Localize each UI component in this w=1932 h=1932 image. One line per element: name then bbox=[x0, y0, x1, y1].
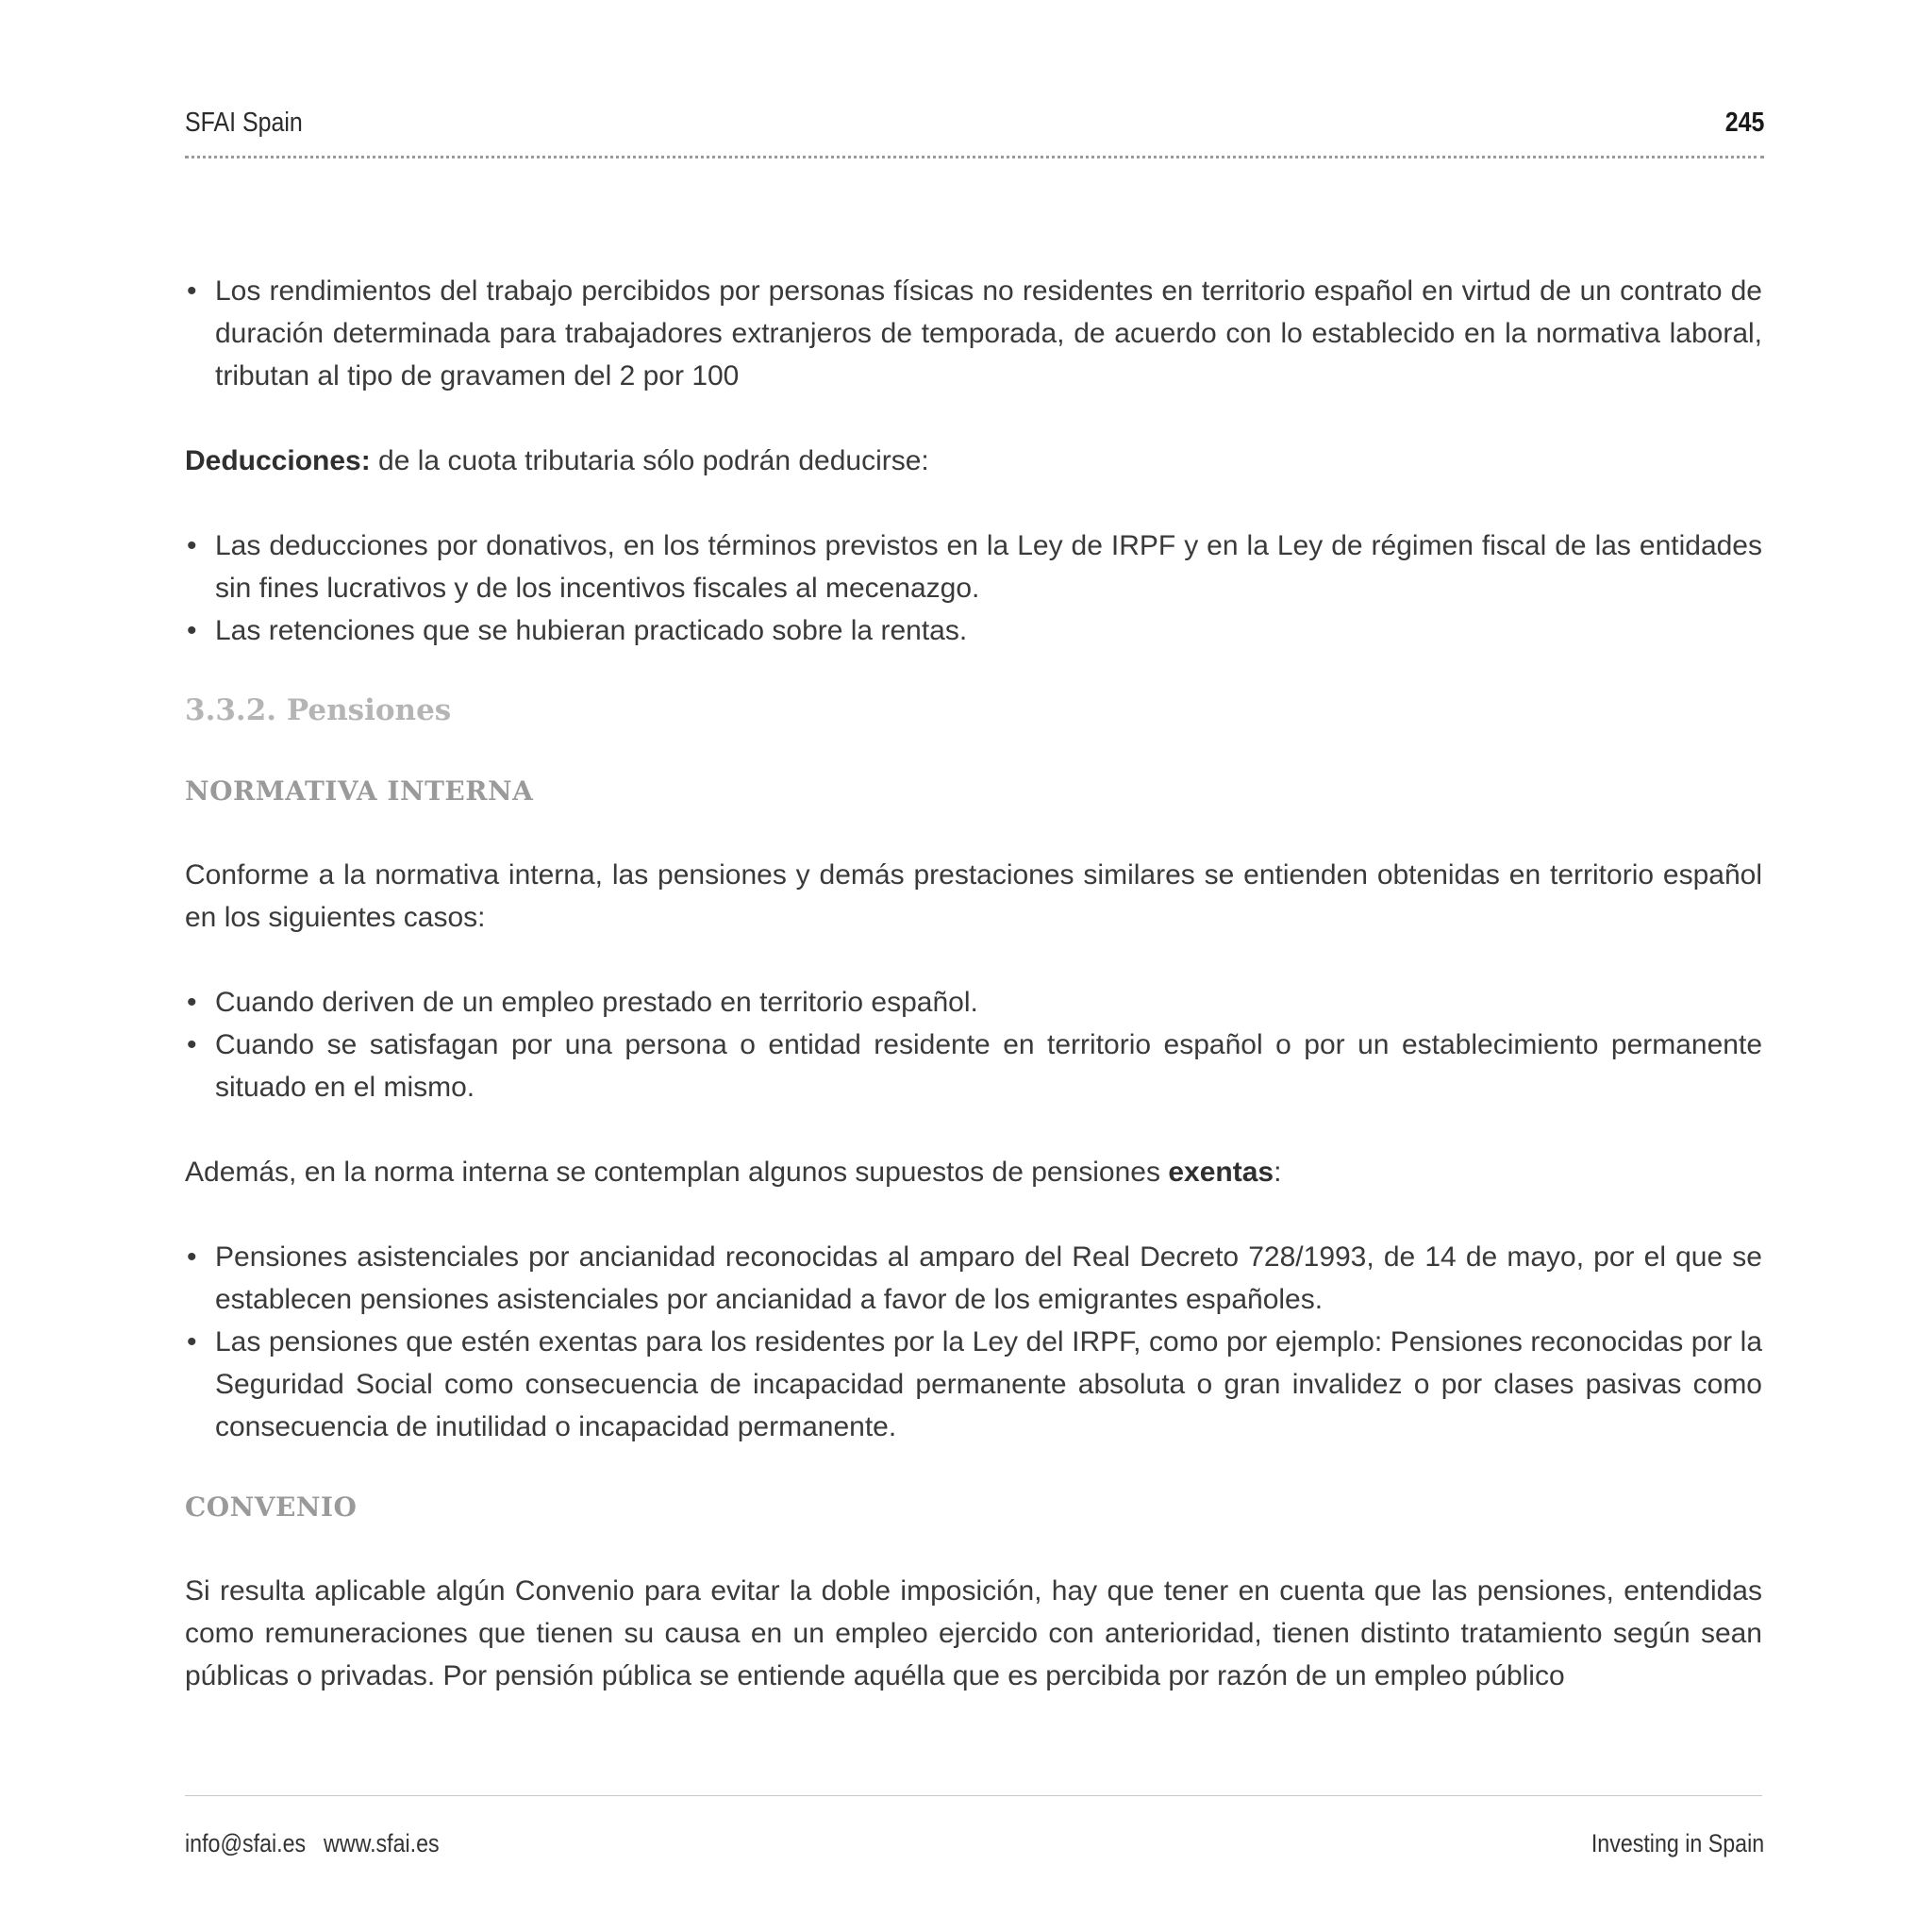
list-item-text: Cuando deriven de un empleo prestado en territorio español. bbox=[215, 987, 978, 1018]
list-item-text: Las pensiones que estén exentas para los residentes por la Ley del IRPF, como por ejemplo: Pensiones reconocidas por la Seguridad Social como consecuencia de incapacidad permanente absoluta o gran invalidez o por clases pasivas como consecuencia de inutilidad o incapacidad permanente. bbox=[215, 1326, 1762, 1442]
footer-website: www.sfai.es bbox=[324, 1829, 440, 1857]
bullet-list-trabajo bbox=[185, 270, 1762, 397]
list-item-text: Cuando se satisfagan por una persona o entidad residente en territorio español o por un establecimiento permanente situado en el mismo. bbox=[215, 1029, 1762, 1103]
deducciones-label: Deducciones: bbox=[185, 445, 371, 476]
subheading-convenio: CONVENIO bbox=[185, 1491, 358, 1523]
page-content bbox=[185, 270, 1762, 1697]
bullet-icon: • bbox=[187, 615, 197, 646]
deducciones-text: de la cuota tributaria sólo podrán deducirse: bbox=[370, 445, 929, 476]
footer-divider bbox=[185, 1795, 1762, 1796]
bullet-list-casos bbox=[185, 981, 1762, 1108]
exentas-bold: exentas bbox=[1168, 1157, 1274, 1188]
list-item bbox=[185, 270, 1762, 397]
bullet-icon: • bbox=[187, 1029, 197, 1060]
bullet-icon: • bbox=[187, 275, 197, 307]
exentas-end: : bbox=[1274, 1157, 1282, 1188]
page-number: 245 bbox=[1724, 108, 1764, 138]
bullet-icon: • bbox=[187, 1326, 197, 1357]
list-item-text: Los rendimientos del trabajo percibidos por personas físicas no residentes en territorio español en virtud de un contrato de duración determinada para trabajadores extranjeros de temporada, de acuerdo con lo establecido en la normativa laboral, tributan al tipo de gravamen del 2 por 100 bbox=[215, 275, 1762, 391]
bullet-list-exentas bbox=[185, 1236, 1762, 1448]
list-item bbox=[185, 525, 1762, 609]
header-divider bbox=[185, 156, 1764, 158]
list-item bbox=[185, 1236, 1762, 1321]
bullet-icon: • bbox=[187, 530, 197, 561]
convenio-paragraph: Si resulta aplicable algún Convenio para evitar la doble imposición, hay que tener en cuenta que las pensiones, entendidas como remuneraciones que tienen su causa en un empleo ejercido con anterioridad, tienen distinto tratamiento según sean públicas o privadas. Por pensión pública se entiende aquélla que es percibida por razón de un empleo público bbox=[185, 1575, 1762, 1691]
list-item bbox=[185, 981, 1762, 1024]
footer-contact bbox=[185, 1829, 440, 1858]
list-item bbox=[185, 1321, 1762, 1448]
footer-publication: Investing in Spain bbox=[1591, 1829, 1764, 1857]
bullet-icon: • bbox=[187, 987, 197, 1018]
deducciones-paragraph bbox=[185, 440, 1762, 482]
list-item-text: Las deducciones por donativos, en los términos previstos en la Ley de IRPF y en la Ley de régimen fiscal de las entidades sin fines lucrativos y de los incentivos fiscales al mecenazgo. bbox=[215, 530, 1762, 604]
list-item bbox=[185, 1024, 1762, 1108]
header-publisher: SFAI Spain bbox=[185, 108, 303, 138]
list-item-text: Pensiones asistenciales por ancianidad reconocidas al amparo del Real Decreto 728/1993, de 14 de mayo, por el que se establecen pensiones asistenciales por ancianidad a favor de los emigrantes españoles. bbox=[215, 1241, 1762, 1315]
bullet-icon: • bbox=[187, 1241, 197, 1273]
list-item-text: Las retenciones que se hubieran practicado sobre la rentas. bbox=[215, 615, 968, 646]
subheading-normativa: NORMATIVA INTERNA bbox=[185, 775, 534, 807]
bullet-list-deducciones bbox=[185, 525, 1762, 652]
exentas-paragraph bbox=[185, 1151, 1762, 1193]
exentas-text: Además, en la norma interna se contemplan algunos supuestos de pensiones bbox=[185, 1157, 1169, 1188]
section-heading: 3.3.2. Pensiones bbox=[185, 693, 452, 727]
list-item bbox=[185, 609, 1762, 652]
normativa-paragraph: Conforme a la normativa interna, las pensiones y demás prestaciones similares se entienden obtenidas en territorio español en los siguientes casos: bbox=[185, 859, 1762, 933]
footer-email: info@sfai.es bbox=[185, 1829, 307, 1857]
